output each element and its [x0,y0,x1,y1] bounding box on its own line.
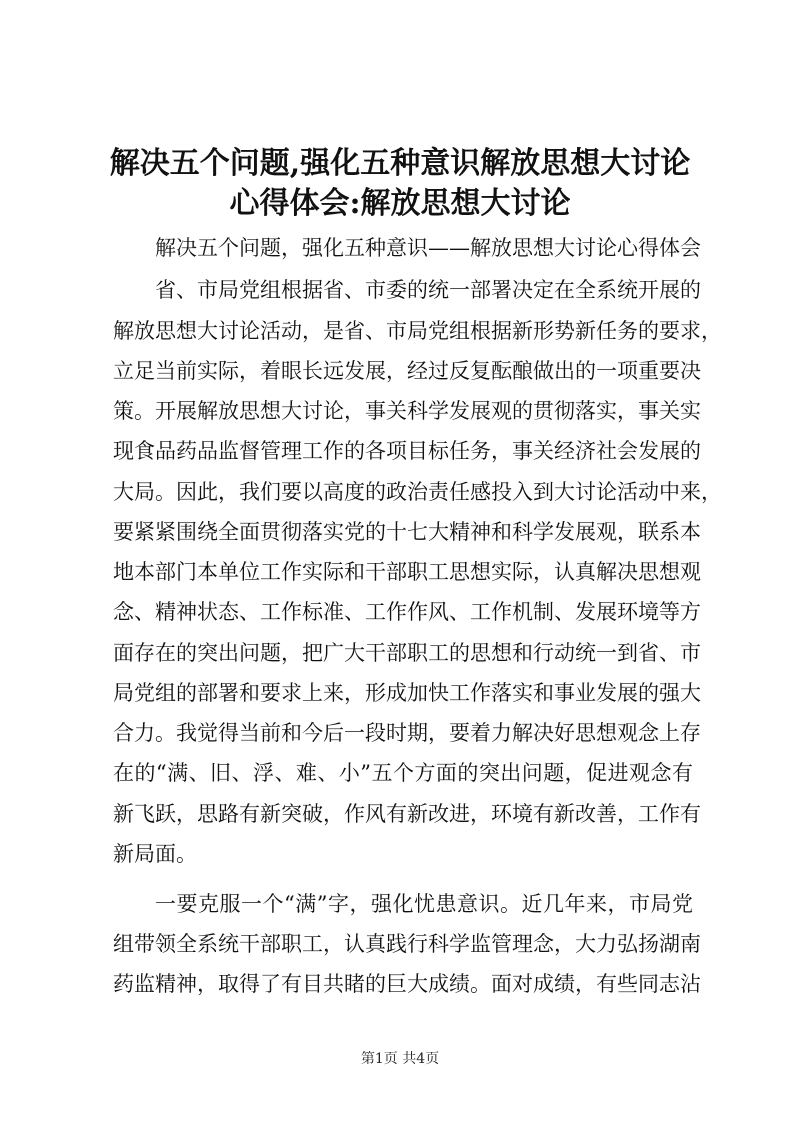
paragraph-line: 念、精神状态、工作标准、工作作风、工作机制、发展环境等方 [113,600,701,624]
paragraph-line: 地本部门本单位工作实际和干部职工思想实际，认真解决思想观 [113,560,701,584]
paragraph-line: 大局。因此，我们要以高度的政治责任感投入到大讨论活动中来， [113,480,722,504]
paragraph-line: 新局面。 [113,842,197,866]
paragraph-line: 药监精神，取得了有目共睹的巨大成绩。面对成绩，有些同志沾 [113,972,701,996]
document-title-line-2: 心得体会:解放思想大讨论 [229,186,571,221]
paragraph-line: 策。开展解放思想大讨论，事关科学发展观的贯彻落实，事关实 [113,399,701,423]
paragraph-line: 组带领全系统干部职工，认真践行科学监管理念，大力弘扬湖南 [113,932,701,956]
paragraph-line: 立足当前实际，着眼长远发展，经过反复酝酿做出的一项重要决 [113,359,701,383]
paragraph-line: 省、市局党组根据省、市委的统一部署决定在全系统开展的 [155,278,701,302]
paragraph-line: 解放思想大讨论活动，是省、市局党组根据新形势新任务的要求， [113,319,722,343]
paragraph-line: 一要克服一个“满”字，强化忧患意识。近几年来，市局党 [155,892,693,916]
paragraph-line: 新飞跃，思路有新突破，作风有新改进，环境有新改善，工作有 [113,802,701,826]
paragraph-line: 面存在的突出问题，把广大干部职工的思想和行动统一到省、市 [113,641,701,665]
paragraph-line: 在的“满、旧、浮、难、小”五个方面的突出问题，促进观念有 [113,761,693,785]
document-subtitle: 解决五个问题，强化五种意识——解放思想大讨论心得体会 [155,236,701,260]
paragraph-line: 合力。我觉得当前和今后一段时期，要着力解决好思想观念上存 [113,721,701,745]
document-title-line-1: 解决五个问题,强化五种意识解放思想大讨论 [109,146,691,181]
paragraph-line: 局党组的部署和要求上来，形成加快工作落实和事业发展的强大 [113,681,701,705]
page-footer: 第1页 共4页 [360,1051,440,1067]
paragraph-line: 现食品药品监督管理工作的各项目标任务，事关经济社会发展的 [113,439,701,463]
paragraph-line: 要紧紧围绕全面贯彻落实党的十七大精神和科学发展观，联系本 [113,520,701,544]
